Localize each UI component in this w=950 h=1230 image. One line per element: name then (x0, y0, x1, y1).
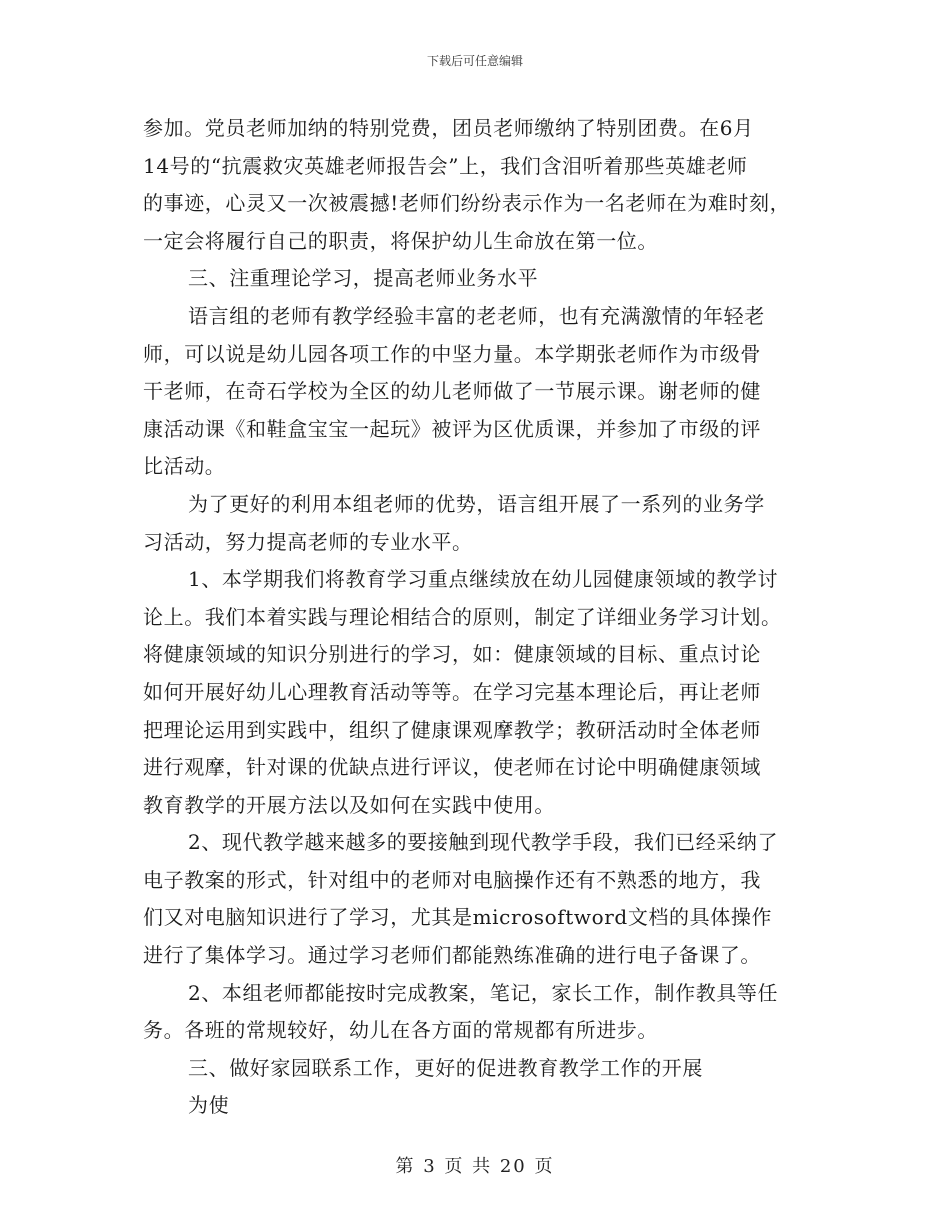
text-line: 的事迹，心灵又一次被震撼!老师们纷纷表示作为一名老师在为难时刻， (143, 191, 791, 216)
text-line: 务。各班的常规较好，幼儿在各方面的常规都有所进步。 (143, 1018, 658, 1043)
text-line: 康活动课《和鞋盒宝宝一起玩》被评为区优质课，并参加了市级的评 (143, 416, 761, 441)
text-line: 为了更好的利用本组老师的优势，语言组开展了一系列的业务学 (188, 491, 765, 516)
text-line: 三、做好家园联系工作，更好的促进教育教学工作的开展 (188, 1055, 703, 1080)
text-line: 将健康领域的知识分别进行的学习，如：健康领域的目标、重点讨论 (143, 642, 761, 667)
text-line: 语言组的老师有教学经验丰富的老老师，也有充满激情的年轻老 (188, 303, 765, 328)
text-line: 电子教案的形式，针对组中的老师对电脑操作还有不熟悉的地方，我 (143, 867, 761, 892)
text-line: 习活动，努力提高老师的专业水平。 (143, 529, 473, 554)
text-line: 为使 (188, 1093, 230, 1118)
page-header: 下载后可任意编辑 (426, 54, 523, 68)
text-line: 2、本组老师都能按时完成教案，笔记，家长工作，制作教具等任 (188, 980, 779, 1005)
page-footer: 第 3 页 共 20 页 (395, 1156, 555, 1177)
text-line: 1、本学期我们将教育学习重点继续放在幼儿园健康领域的教学讨 (188, 567, 779, 592)
text-line: 把理论运用到实践中，组织了健康课观摩教学；教研活动时全体老师 (143, 717, 761, 742)
text-line: 进行观摩，针对课的优缺点进行评议，使老师在讨论中明确健康领域 (143, 755, 761, 780)
text-line: 进行了集体学习。通过学习老师们都能熟练准确的进行电子备课了。 (143, 943, 761, 968)
text-line: 三、注重理论学习，提高老师业务水平 (188, 266, 539, 291)
text-line: 参加。党员老师加纳的特别党费，团员老师缴纳了特别团费。在6月 (143, 116, 754, 140)
text-line: 一定会将履行自己的职责，将保护幼儿生命放在第一位。 (143, 228, 658, 253)
text-line: 干老师，在奇石学校为全区的幼儿老师做了一节展示课。谢老师的健 (143, 379, 761, 404)
text-line: 教育教学的开展方法以及如何在实践中使用。 (143, 792, 555, 817)
text-line: 师，可以说是幼儿园各项工作的中坚力量。本学期张老师作为市级骨 (143, 341, 761, 366)
text-line: 比活动。 (143, 454, 226, 479)
document-body (143, 110, 823, 1125)
text-line: 论上。我们本着实践与理论相结合的原则，制定了详细业务学习计划。 (143, 604, 782, 629)
text-line: 2、现代教学越来越多的要接触到现代教学手段，我们已经采纳了 (188, 830, 779, 855)
text-line: 14号的“抗震救灾英雄老师报告会”上，我们含泪听着那些英雄老师 (143, 153, 748, 178)
text-line: 如何开展好幼儿心理教育活动等等。在学习完基本理论后，再让老师 (143, 679, 761, 704)
text-line: 们又对电脑知识进行了学习，尤其是microsoftword文档的具体操作 (143, 905, 773, 930)
